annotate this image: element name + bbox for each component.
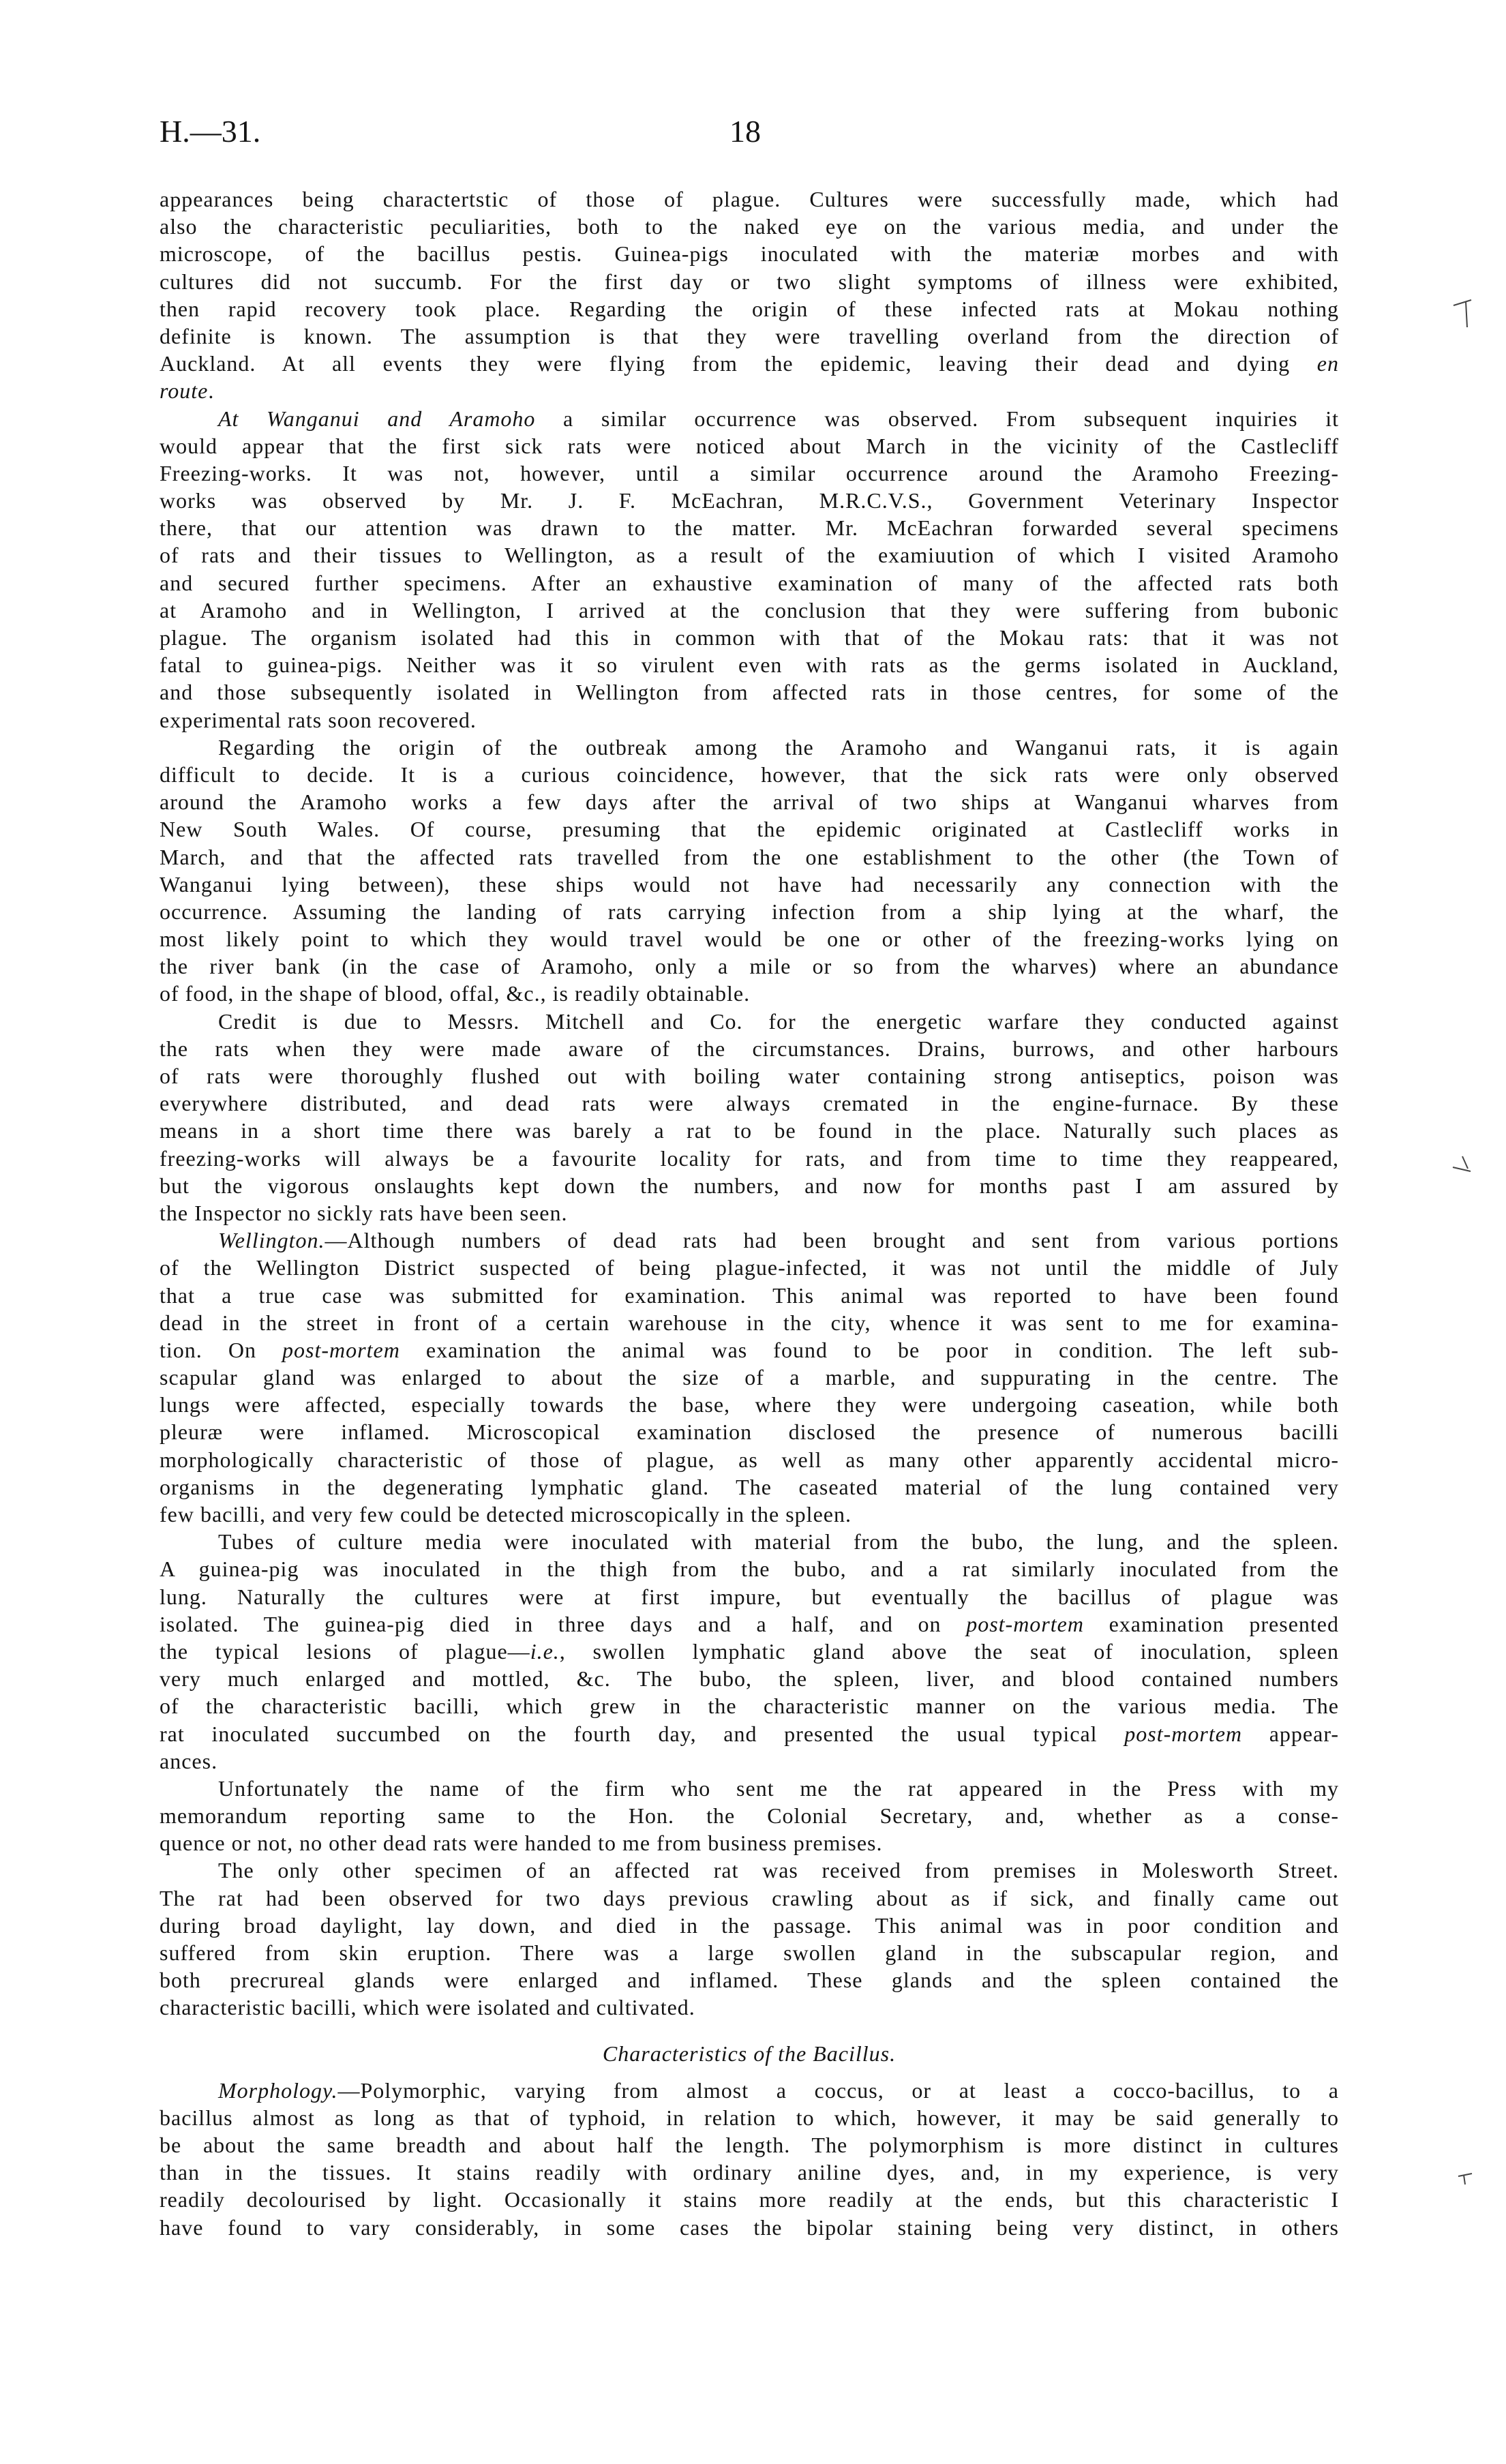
text-line [160, 1747, 1339, 1775]
text-run: lungs were affected, especially towards the base, where they were undergoing caseation, while both [160, 1392, 1339, 1417]
text-run: both precrureal glands were enlarged and inflamed. These glands and the spleen contained the [160, 1968, 1339, 1993]
section-heading: Characteristics of the Bacillus. [602, 2041, 897, 2066]
text-run: plague. The organism isolated had this in common with that of the Mokau rats: that it was not [160, 625, 1339, 650]
text-run: of the characteristic bacilli, which grew in the characteristic manner on the various media. The [160, 1694, 1339, 1719]
paragraph [160, 1008, 1339, 1227]
text-line [160, 1638, 1339, 1665]
text-line [160, 569, 1339, 597]
text-run: definite is known. The assumption is that they were travelling overland from the direction of [160, 323, 1339, 348]
text-run: examination the animal was found to be poor in condition. The left sub- [400, 1337, 1340, 1362]
text-run: a similar occurrence was observed. From subsequent inquiries it [535, 406, 1340, 431]
text-run: isolated. The guinea-pig died in three days and a half, and on [160, 1611, 967, 1636]
text-line [160, 1035, 1339, 1062]
italic-text-run: post-mortem [282, 1337, 400, 1362]
text-run: there, that our attention was drawn to the matter. Mr. McEachran forwarded several specimens [160, 515, 1339, 541]
text-line [160, 651, 1339, 678]
text-run: few bacilli, and very few could be detected microscopically in the spleen. [160, 1502, 852, 1527]
italic-text-run: route [160, 378, 209, 404]
text-line [160, 952, 1339, 980]
italic-text-run: post-mortem [1124, 1721, 1243, 1746]
margin-mark [1451, 293, 1478, 334]
text-run: occurrence. Assuming the landing of rats carrying infection from a ship lying at the wharf, the [160, 899, 1339, 924]
text-run: freezing-works will always be a favourite locality for rats, and from time to time they reappeared, [160, 1145, 1339, 1171]
text-line [160, 706, 1339, 734]
text-line [160, 514, 1339, 541]
text-run: than in the tissues. It stains readily with ordinary aniline dyes, and, in my experience, is very [160, 2160, 1339, 2185]
text-run: —Although numbers of dead rats had been brought and sent from various portions [325, 1228, 1339, 1253]
text-line [160, 624, 1339, 651]
text-line [160, 541, 1339, 569]
text-run: Freezing-works. It was not, however, until a similar occurrence around the Aramoho Freezing- [160, 460, 1339, 485]
text-run: that a true case was submitted for examination. This animal was reported to have been found [160, 1282, 1339, 1308]
text-run: morphologically characteristic of those of plague, as well as many other apparently accidental micro- [160, 1447, 1339, 1472]
text-run: ances. [160, 1748, 218, 1773]
text-line [160, 2077, 1339, 2104]
paragraph [160, 405, 1339, 734]
text-run: of rats and their tissues to Wellington, as a result of the examiuution of which I visited Aramoho [160, 543, 1339, 568]
text-line [160, 432, 1339, 460]
text-run: bacillus almost as long as that of typhoid, in relation to which, however, it may be said generally to [160, 2105, 1339, 2130]
paragraph [160, 185, 1339, 405]
paragraph [160, 1528, 1339, 1775]
text-run: Unfortunately the name of the firm who sent me the rat appeared in the Press with my [218, 1775, 1339, 1801]
text-run: The only other specimen of an affected rat was received from premises in Molesworth Street. [218, 1858, 1339, 1883]
text-line [160, 1775, 1339, 1802]
italic-text-run: At Wanganui and Aramoho [218, 406, 536, 431]
text-run: tion. On [160, 1337, 283, 1362]
text-run: and secured further specimens. After an exhaustive examination of many of the affected rats both [160, 570, 1339, 595]
text-line [160, 2104, 1339, 2131]
text-run: examination presented [1083, 1611, 1340, 1636]
text-line [160, 1501, 1339, 1528]
text-run: organisms in the degenerating lymphatic gland. The caseated material of the lung contained very [160, 1474, 1339, 1499]
text-run: the Inspector no sickly rats have been seen. [160, 1200, 568, 1225]
text-line [160, 1391, 1339, 1418]
text-run: the typical lesions of plague— [160, 1638, 530, 1664]
text-run: suffered from skin eruption. There was a large swollen gland in the subscapular region, and [160, 1940, 1339, 1965]
text-run: A guinea-pig was inoculated in the thigh from the bubo, and a rat similarly inoculated from the [160, 1557, 1339, 1582]
text-line [160, 1117, 1339, 1144]
text-line [160, 487, 1339, 514]
italic-text-run: Wellington. [218, 1228, 325, 1253]
text-run: dead in the street in front of a certain warehouse in the city, whence it was sent to me for examina- [160, 1310, 1339, 1335]
text-line [160, 1720, 1339, 1747]
text-run: Tubes of culture media were inoculated with material from the bubo, the lung, and the spleen. [218, 1529, 1339, 1554]
text-line [160, 185, 1339, 213]
text-line [160, 925, 1339, 952]
text-line [160, 597, 1339, 624]
text-run: everywhere distributed, and dead rats were always cremated in the engine-furnace. By these [160, 1091, 1339, 1116]
text-run: works was observed by Mr. J. F. McEachran, M.R.C.V.S., Government Veterinary Inspector [160, 488, 1339, 513]
text-line [160, 980, 1339, 1007]
text-run: pleuræ were inflamed. Microscopical examination disclosed the presence of numerous bacilli [160, 1419, 1339, 1445]
text-run: lung. Naturally the cultures were at first impure, but eventually the bacillus of plague was [160, 1584, 1339, 1609]
text-line [160, 2131, 1339, 2159]
text-run: The rat had been observed for two days previous crawling about as if sick, and finally came out [160, 1885, 1339, 1910]
text-run: most likely point to which they would travel would be one or other of the freezing-works lying on [160, 927, 1339, 952]
text-line [160, 1473, 1339, 1501]
text-line [160, 1309, 1339, 1336]
text-line [160, 1364, 1339, 1391]
text-line [160, 1446, 1339, 1473]
text-run: March, and that the affected rats travelled from the one establishment to the other (the Town of [160, 844, 1339, 869]
paragraph [160, 734, 1339, 1008]
text-run: rat inoculated succumbed on the fourth day, and presented the usual typical [160, 1721, 1125, 1746]
text-run: . [208, 378, 215, 404]
text-line [160, 1062, 1339, 1090]
text-line [160, 1966, 1339, 1994]
text-line [160, 1008, 1339, 1035]
text-line [160, 322, 1339, 350]
text-run: at Aramoho and in Wellington, I arrived at the conclusion that they were suffering from bubonic [160, 597, 1339, 622]
text-run: of food, in the shape of blood, offal, &c., is readily obtainable. [160, 981, 751, 1006]
text-run: appear- [1242, 1721, 1340, 1746]
text-run: very much enlarged and mottled, &c. The bubo, the spleen, liver, and blood contained numbers [160, 1666, 1339, 1692]
text-line [160, 1939, 1339, 1966]
text-run: New South Wales. Of course, presuming that the epidemic originated at Castlecliff works in [160, 817, 1339, 842]
text-run: of rats were thoroughly flushed out with boiling water containing strong antiseptics, poison was [160, 1064, 1339, 1088]
text-run: , swollen lymphatic gland above the seat of inoculation, spleen [559, 1638, 1340, 1664]
text-run: Credit is due to Messrs. Mitchell and Co. for the energetic warfare they conducted against [218, 1008, 1339, 1034]
text-line [160, 843, 1339, 871]
text-line [160, 2186, 1339, 2213]
text-line [160, 1994, 1339, 2021]
text-line [160, 1610, 1339, 1638]
text-run: be about the same breadth and about half the length. The polymorphism is more distinct in cultures [160, 2132, 1339, 2157]
text-line [160, 1555, 1339, 1582]
text-line [160, 1912, 1339, 1939]
italic-text-run: en [1316, 351, 1339, 376]
text-line [160, 1172, 1339, 1199]
text-line [160, 240, 1339, 267]
text-line [160, 734, 1339, 761]
text-line [160, 213, 1339, 240]
text-line [160, 1199, 1339, 1227]
text-line [160, 2159, 1339, 2186]
text-line [160, 1145, 1339, 1172]
text-run: also the characteristic peculiarities, both to the naked eye on the various media, and under the [160, 214, 1339, 239]
text-line [160, 1692, 1339, 1719]
text-line [160, 1829, 1339, 1857]
paragraph [160, 1227, 1339, 1528]
text-line [160, 1802, 1339, 1829]
text-run: but the vigorous onslaughts kept down the numbers, and now for months past I am assured by [160, 1173, 1339, 1198]
text-run: around the Aramoho works a few days after the arrival of two ships at Wanganui wharves from [160, 790, 1339, 815]
text-line [160, 1665, 1339, 1692]
text-run: the rats when they were made aware of the circumstances. Drains, burrows, and other harbours [160, 1036, 1339, 1061]
text-line [160, 2214, 1339, 2241]
text-line [160, 871, 1339, 898]
text-line [160, 1090, 1339, 1117]
paragraph [160, 1775, 1339, 1857]
text-line [160, 405, 1339, 432]
page-number: 18 [729, 114, 761, 149]
text-run: Wanganui lying between), these ships would not have had necessarily any connection with the [160, 871, 1339, 897]
text-run: fatal to guinea-pigs. Neither was it so virulent even with rats as the germs isolated in Auckland, [160, 652, 1339, 678]
text-line [160, 898, 1339, 925]
text-line [160, 1227, 1339, 1254]
text-line [160, 1583, 1339, 1610]
margin-mark [1449, 1152, 1476, 1180]
text-line [160, 1884, 1339, 1912]
text-run: during broad daylight, lay down, and died in the passage. This animal was in poor condition and [160, 1912, 1339, 1938]
italic-text-run: post-mortem [966, 1611, 1084, 1636]
text-line [160, 1254, 1339, 1281]
text-run: —Polymorphic, varying from almost a coccus, or at least a cocco-bacillus, to a [337, 2077, 1339, 2103]
text-run: Regarding the origin of the outbreak among the Aramoho and Wanganui rats, it is again [218, 734, 1339, 760]
text-run: Auckland. At all events they were flying from the epidemic, leaving their dead and dying [160, 351, 1317, 376]
italic-text-run: i.e. [530, 1638, 560, 1664]
text-run: appearances being charactertstic of those of plague. Cultures were successfully made, which had [160, 187, 1339, 211]
text-run: experimental rats soon recovered. [160, 707, 477, 732]
text-run: microscope, of the bacillus pestis. Guinea-pigs inoculated with the materiæ morbes and with [160, 241, 1339, 267]
text-line [160, 1282, 1339, 1309]
document-reference: H.—31. [160, 114, 261, 149]
text-line [160, 350, 1339, 377]
text-run: of the Wellington District suspected of being plague-infected, it was not until the middle of July [160, 1255, 1339, 1280]
text-run: have found to vary considerably, in some cases the bipolar staining being very distinct, in others [160, 2214, 1339, 2240]
text-run: means in a short time there was barely a rat to be found in the place. Naturally such places as [160, 1118, 1339, 1143]
text-run: readily decolourised by light. Occasionally it stains more readily at the ends, but this characteristic I [160, 2187, 1339, 2212]
text-line [160, 377, 1339, 404]
text-line [160, 460, 1339, 487]
text-line [160, 788, 1339, 815]
text-run: characteristic bacilli, which were isolated and cultivated. [160, 1995, 695, 2020]
text-line [160, 1418, 1339, 1445]
text-line [160, 268, 1339, 295]
text-run: scapular gland was enlarged to about the size of a marble, and suppurating in the centre. The [160, 1365, 1339, 1390]
text-run: cultures did not succumb. For the first day or two slight symptoms of illness were exhibited, [160, 269, 1339, 294]
text-run: would appear that the first sick rats were noticed about March in the vicinity of the Castlecliff [160, 433, 1339, 458]
text-line [160, 1528, 1339, 1555]
text-line [160, 678, 1339, 706]
text-run: difficult to decide. It is a curious coincidence, however, that the sick rats were only observed [160, 762, 1339, 787]
margin-mark [1456, 2168, 1476, 2189]
text-line [160, 815, 1339, 843]
text-line [160, 761, 1339, 788]
text-line [160, 295, 1339, 322]
text-line [160, 1336, 1339, 1364]
paragraph [160, 2077, 1339, 2241]
text-run: and those subsequently isolated in Wellington from affected rats in those centres, for some of the [160, 680, 1339, 705]
text-run: quence or not, no other dead rats were handed to me from business premises. [160, 1831, 883, 1856]
paragraph [160, 1857, 1339, 2021]
text-run: then rapid recovery took place. Regarding the origin of these infected rats at Mokau nothing [160, 296, 1339, 321]
text-run: the river bank (in the case of Aramoho, only a mile or so from the wharves) where an abundance [160, 954, 1339, 979]
text-line [160, 1857, 1339, 1884]
text-run: memorandum reporting same to the Hon. the Colonial Secretary, and, whether as a conse- [160, 1803, 1339, 1829]
body-text [160, 185, 1339, 2241]
italic-text-run: Morphology. [218, 2077, 338, 2103]
